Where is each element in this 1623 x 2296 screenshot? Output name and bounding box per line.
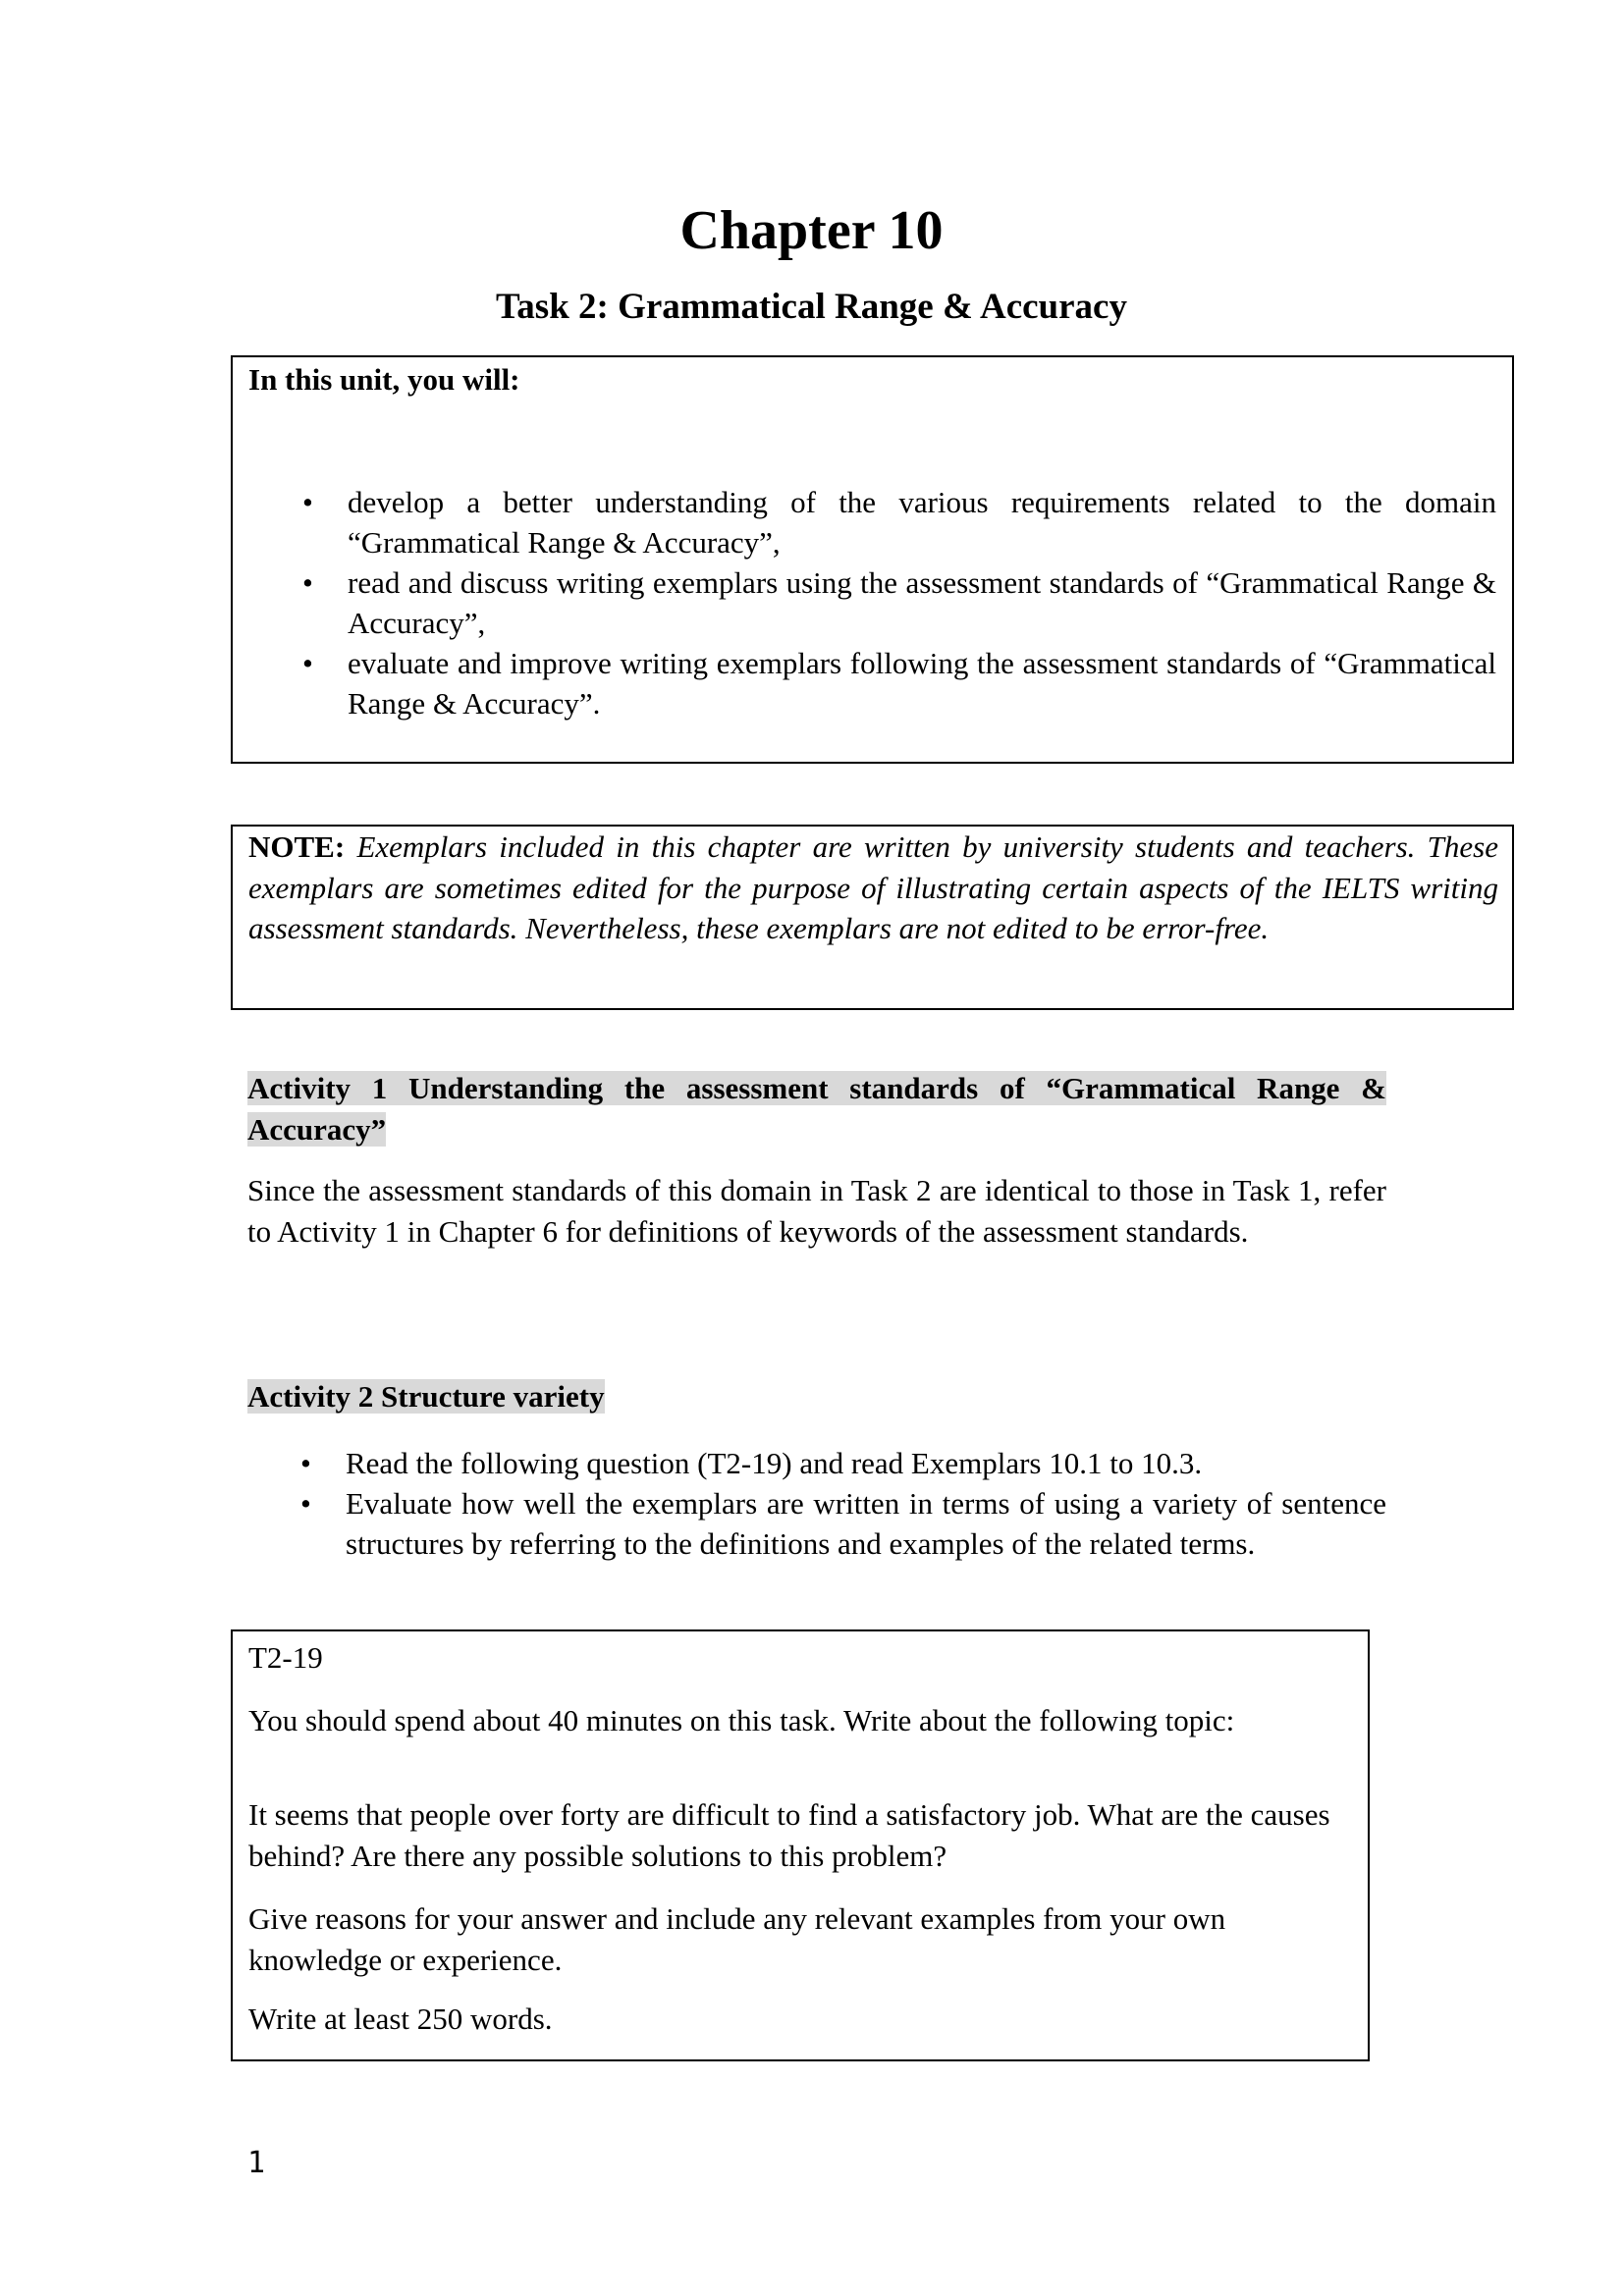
objectives-box [231,355,1514,764]
objectives-heading: In this unit, you will: [248,362,520,397]
task-question: It seems that people over forty are difficult to find a satisfactory job. What are the causes behind? Are there any possible solutions to this problem? [248,1797,1330,1873]
activity1-body: Since the assessment standards of this domain in Task 2 are identical to those in Task 1, refer to Activity 1 in Chapter 6 for definitions of keywords of the assessment standards. [247,1173,1386,1249]
activity2-heading-text: Activity 2 Structure variety [247,1379,605,1414]
objective-item [302,482,1496,562]
task-box [231,1629,1370,2061]
objectives-list [302,482,1496,723]
task-word-limit: Write at least 250 words. [248,2002,553,2036]
note-box [231,825,1514,1010]
bullet-icon: • [302,485,313,519]
task-reasons: Give reasons for your answer and include any relevant examples from your own knowledge or experience. [248,1901,1226,1977]
activity2-item [300,1443,1386,1483]
task-instruction: You should spend about 40 minutes on this task. Write about the following topic: [248,1703,1235,1737]
objective-item [302,643,1496,723]
chapter-subtitle: Task 2: Grammatical Range & Accuracy [496,287,1127,327]
chapter-title: Chapter 10 [679,200,944,261]
activity2-item-text: Evaluate how well the exemplars are written in terms of using a variety of sentence structures by referring to the definitions and examples of the related terms. [346,1486,1386,1561]
task-code: T2-19 [248,1640,323,1675]
objective-item [302,562,1496,643]
activity2-item [300,1483,1386,1564]
note-label: NOTE: [248,829,346,864]
activity1-heading [247,1068,1386,1149]
activity1-heading-text: Activity 1 Understanding the assessment standards of “Grammatical Range & Accuracy” [247,1071,1386,1147]
bullet-icon: • [300,1486,311,1521]
note-text [248,827,1498,949]
objective-text: evaluate and improve writing exemplars following the assessment standards of “Grammatical Range & Accuracy”. [348,646,1496,721]
bullet-icon: • [302,646,313,680]
page-number: 1 [247,2146,266,2180]
activity2-item-text: Read the following question (T2-19) and read Exemplars 10.1 to 10.3. [346,1446,1203,1480]
objective-text: read and discuss writing exemplars using the assessment standards of “Grammatical Range & Accuracy”, [348,565,1496,640]
activity2-list [300,1443,1386,1564]
bullet-icon: • [300,1446,311,1480]
objective-text: develop a better understanding of the various requirements related to the domain “Grammatical Range & Accuracy”, [348,485,1496,560]
note-body: Exemplars included in this chapter are written by university students and teachers. These exemplars are sometimes edited for the purpose of illustrating certain aspects of the IELTS writing assessment standards. Nevertheless, these exemplars are not edited to be error-free. [248,829,1498,945]
bullet-icon: • [302,565,313,600]
activity2-heading [247,1376,605,1417]
